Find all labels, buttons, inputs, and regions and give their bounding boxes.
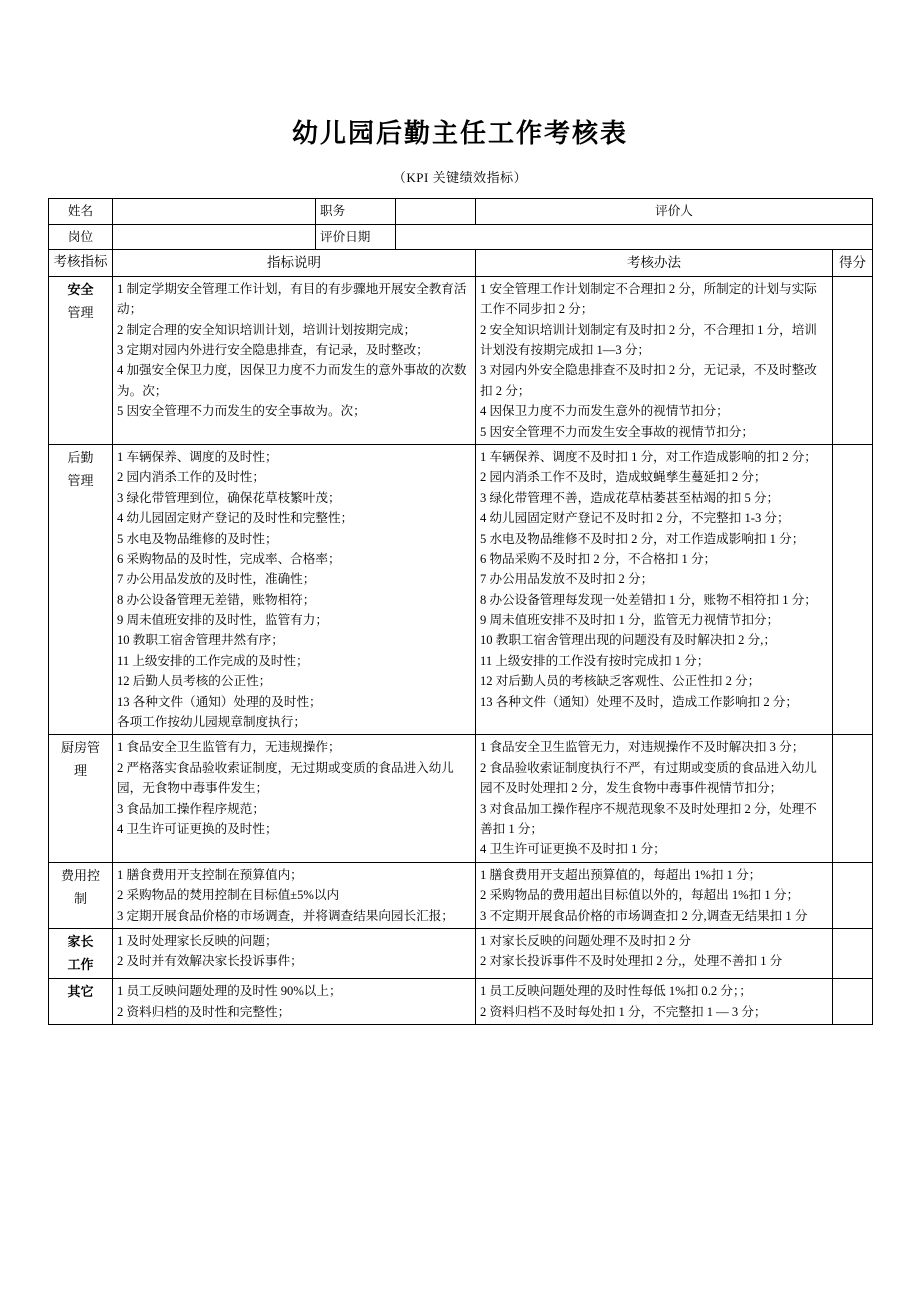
description-item: 1 员工反映问题处理的及时性 90%以上； bbox=[117, 984, 342, 999]
method-item: 1 安全管理工作计划制定不合理扣 2 分，所制定的计划与实际工作不同步扣 2 分； bbox=[480, 281, 817, 317]
table-row-section bbox=[49, 735, 873, 862]
section-category-cell bbox=[49, 979, 113, 1025]
table-row-position bbox=[49, 224, 873, 249]
table-row-section bbox=[49, 862, 873, 928]
method-item: 1 膳食费用开支超出预算值的，每超出 1%扣 1 分； bbox=[480, 867, 762, 882]
section-category-line2: 制 bbox=[73, 890, 87, 906]
method-item: 13 各种文件（通知）处理不及时，造成工作影响扣 2 分； bbox=[480, 694, 798, 709]
description-item: 12 后勤人员考核的公正性； bbox=[117, 674, 272, 689]
evaluator-label: 评价人 bbox=[476, 199, 873, 224]
table-row-section bbox=[49, 979, 873, 1025]
section-score-cell[interactable] bbox=[833, 928, 873, 979]
table-row-name bbox=[49, 199, 873, 224]
method-item: 2 采购物品的费用超出目标值以外的，每超出 1%扣 1 分； bbox=[480, 888, 800, 903]
description-item: 2 及时并有效解决家长投诉事件； bbox=[117, 954, 303, 969]
method-item: 3 对园内外安全隐患排查不及时扣 2 分，无记录，不及时整改扣 2 分； bbox=[480, 363, 817, 398]
method-item: 1 员工反映问题处理的及时性每低 1%扣 0.2 分；； bbox=[480, 984, 752, 999]
description-item: 2 严格落实食品验收索证制度，无过期或变质的食品进入幼儿园，无食物中毒事件发生； bbox=[117, 760, 454, 796]
method-item: 5 因安全管理不力而发生安全事故的视情节扣分； bbox=[480, 424, 754, 439]
section-score-cell[interactable] bbox=[833, 444, 873, 734]
method-item: 2 安全知识培训计划制定有及时扣 2 分，不合理扣 1 分，培训计划没有按期完成扣 1—3 分； bbox=[480, 322, 817, 357]
description-item: 3 绿化带管理到位，确保花草枝繁叶茂； bbox=[117, 490, 341, 505]
section-description-cell bbox=[113, 862, 476, 928]
post-value[interactable] bbox=[396, 199, 476, 224]
description-item: 6 采购物品的及时性，完成率、合格率； bbox=[117, 551, 341, 566]
description-item: 4 幼儿园固定财产登记的及时性和完整性； bbox=[117, 511, 354, 526]
section-score-cell[interactable] bbox=[833, 979, 873, 1025]
description-item: 各项工作按幼儿园规章制度执行； bbox=[117, 715, 306, 730]
table-header-row bbox=[49, 249, 873, 276]
section-method-cell bbox=[476, 276, 833, 444]
description-item: 4 卫生许可证更换的及时性； bbox=[117, 821, 278, 836]
description-item: 1 车辆保养、调度的及时性； bbox=[117, 449, 278, 464]
page-subtitle: （KPI 关键绩效指标） bbox=[392, 170, 528, 186]
description-item: 3 定期开展食品价格的市场调查，并将调查结果向园长汇报； bbox=[117, 908, 454, 923]
method-item: 9 周未值班安排不及时扣 1 分，监管无力视情节扣分； bbox=[480, 613, 780, 628]
table-row-section bbox=[49, 928, 873, 979]
section-score-cell[interactable] bbox=[833, 276, 873, 444]
section-category-line2: 管理 bbox=[67, 304, 94, 320]
method-item: 4 卫生许可证更换不及时扣 1 分； bbox=[480, 842, 666, 857]
method-item: 12 对后勤人员的考核缺乏客观性、公正性扣 2 分； bbox=[480, 674, 761, 689]
description-item: 2 园内消杀工作的及时性； bbox=[117, 470, 265, 485]
page-title: 幼儿园后勤主任工作考核表 bbox=[291, 119, 628, 148]
description-item: 7 办公用品发放的及时性，准确性； bbox=[117, 572, 316, 587]
description-item: 1 膳食费用开支控制在预算值内； bbox=[117, 867, 303, 882]
description-item: 1 食品安全卫生监管有力，无违规操作； bbox=[117, 740, 341, 755]
method-item: 7 办公用品发放不及时扣 2 分； bbox=[480, 572, 654, 587]
description-item: 3 定期对园内外进行安全隐患排查，有记录，及时整改； bbox=[117, 343, 429, 357]
method-item: 2 园内消杀工作不及时，造成蚊蝇孳生蔓延扣 2 分； bbox=[480, 470, 767, 485]
section-method-cell bbox=[476, 444, 833, 734]
post-label: 职务 bbox=[316, 199, 396, 224]
section-category-line2: 管理 bbox=[67, 472, 94, 488]
position-value[interactable] bbox=[113, 224, 316, 249]
table-row-section bbox=[49, 444, 873, 734]
section-category-line1: 厨房管 bbox=[60, 740, 100, 756]
method-item: 4 因保卫力度不力而发生意外的视情节扣分； bbox=[480, 404, 729, 419]
position-label: 岗位 bbox=[49, 224, 113, 249]
section-category-cell bbox=[49, 444, 113, 734]
section-method-cell bbox=[476, 862, 833, 928]
kpi-assessment-table bbox=[48, 198, 873, 1025]
section-category-line1: 后勤 bbox=[67, 449, 94, 465]
name-label: 姓名 bbox=[49, 199, 113, 224]
method-item: 6 物品采购不及时扣 2 分，不合格扣 1 分； bbox=[480, 551, 717, 566]
description-item: 9 周未值班安排的及时性，监管有力； bbox=[117, 613, 328, 628]
section-score-cell[interactable] bbox=[833, 735, 873, 862]
method-item: 10 教职工宿舍管理出现的问题没有及时解决扣 2 分,； bbox=[480, 633, 776, 648]
column-header-indicator: 考核指标 bbox=[49, 249, 113, 276]
section-category-cell bbox=[49, 735, 113, 862]
section-description-cell bbox=[113, 735, 476, 862]
description-item: 8 办公设备管理无差错，账物相符； bbox=[117, 592, 316, 607]
description-item: 4 加强安全保卫力度，因保卫力度不力而发生的意外事故的次数为。次； bbox=[117, 363, 467, 398]
section-description-cell bbox=[113, 928, 476, 979]
description-item: 2 制定合理的安全知识培训计划，培训计划按期完成； bbox=[117, 322, 417, 337]
section-category-line2: 理 bbox=[73, 763, 87, 779]
description-item: 1 及时处理家长反映的问题； bbox=[117, 933, 278, 948]
section-method-cell bbox=[476, 979, 833, 1025]
description-item: 13 各种文件（通知）处理的及时性； bbox=[117, 694, 322, 709]
section-description-cell bbox=[113, 444, 476, 734]
section-method-cell bbox=[476, 928, 833, 979]
description-item: 5 水电及物品维修的及时性； bbox=[117, 531, 278, 546]
method-item: 4 幼儿园固定财产登记不及时扣 2 分，不完整扣 1-3 分； bbox=[480, 511, 790, 526]
section-description-cell bbox=[113, 276, 476, 444]
method-item: 1 车辆保养、调度不及时扣 1 分，对工作造成影响的扣 2 分； bbox=[480, 449, 817, 464]
column-header-description: 指标说明 bbox=[113, 249, 476, 276]
method-item: 2 资料归档不及时每处扣 1 分，不完整扣 1 — 3 分； bbox=[480, 1004, 767, 1019]
description-item: 11 上级安排的工作完成的及时性； bbox=[117, 653, 309, 668]
section-category-line1: 费用控 bbox=[60, 867, 100, 883]
column-header-method: 考核办法 bbox=[476, 249, 833, 276]
method-item: 2 食品验收索证制度执行不严，有过期或变质的食品进入幼儿园不及时处理扣 2 分，发生食物中毒事件视情节扣分； bbox=[480, 760, 817, 796]
method-item: 11 上级安排的工作没有按时完成扣 1 分； bbox=[480, 653, 710, 668]
section-category-line1: 家长 bbox=[67, 933, 94, 949]
section-method-cell bbox=[476, 735, 833, 862]
method-item: 8 办公设备管理每发现一处差错扣 1 分，账物不相符扣 1 分； bbox=[480, 592, 817, 607]
method-item: 2 对家长投诉事件不及时处理扣 2 分,，处理不善扣 1 分 bbox=[480, 954, 783, 969]
description-item: 5 因安全管理不力而发生的安全事故为。次； bbox=[117, 404, 366, 419]
method-item: 1 食品安全卫生监管无力，对违规操作不及时解决扣 3 分； bbox=[480, 740, 805, 755]
name-value[interactable] bbox=[113, 199, 316, 224]
section-category-cell bbox=[49, 928, 113, 979]
method-item: 3 对食品加工操作程序不规范现象不及时处理扣 2 分，处理不善扣 1 分； bbox=[480, 801, 817, 836]
table-row-section bbox=[49, 276, 873, 444]
section-category-line2: 工作 bbox=[67, 956, 94, 972]
section-description-cell bbox=[113, 979, 476, 1025]
method-item: 5 水电及物品维修不及时扣 2 分，对工作造成影响扣 1 分； bbox=[480, 531, 805, 546]
method-item: 1 对家长反映的问题处理不及时扣 2 分 bbox=[480, 933, 691, 948]
description-item: 10 教职工宿舍管理井然有序； bbox=[117, 633, 284, 648]
method-item: 3 不定期开展食品价格的市场调查扣 2 分,调查无结果扣 1 分 bbox=[480, 908, 808, 923]
section-category-line1: 其它 bbox=[67, 984, 94, 1000]
date-label: 评价日期 bbox=[316, 224, 396, 249]
description-item: 1 制定学期安全管理工作计划，有目的有步骤地开展安全教育活动； bbox=[117, 281, 467, 317]
column-header-score: 得分 bbox=[833, 249, 873, 276]
section-category-cell bbox=[49, 276, 113, 444]
description-item: 3 食品加工操作程序规范； bbox=[117, 801, 265, 816]
section-category-cell bbox=[49, 862, 113, 928]
section-category-line1: 安全 bbox=[67, 281, 94, 297]
description-item: 2 采购物品的焚用控制在目标值±5%以内 bbox=[117, 888, 340, 903]
description-item: 2 资料归档的及时性和完整性； bbox=[117, 1004, 291, 1019]
section-score-cell[interactable] bbox=[833, 862, 873, 928]
date-value[interactable] bbox=[396, 224, 873, 249]
method-item: 3 绿化带管理不善，造成花草枯萎甚至枯竭的扣 5 分； bbox=[480, 490, 780, 505]
